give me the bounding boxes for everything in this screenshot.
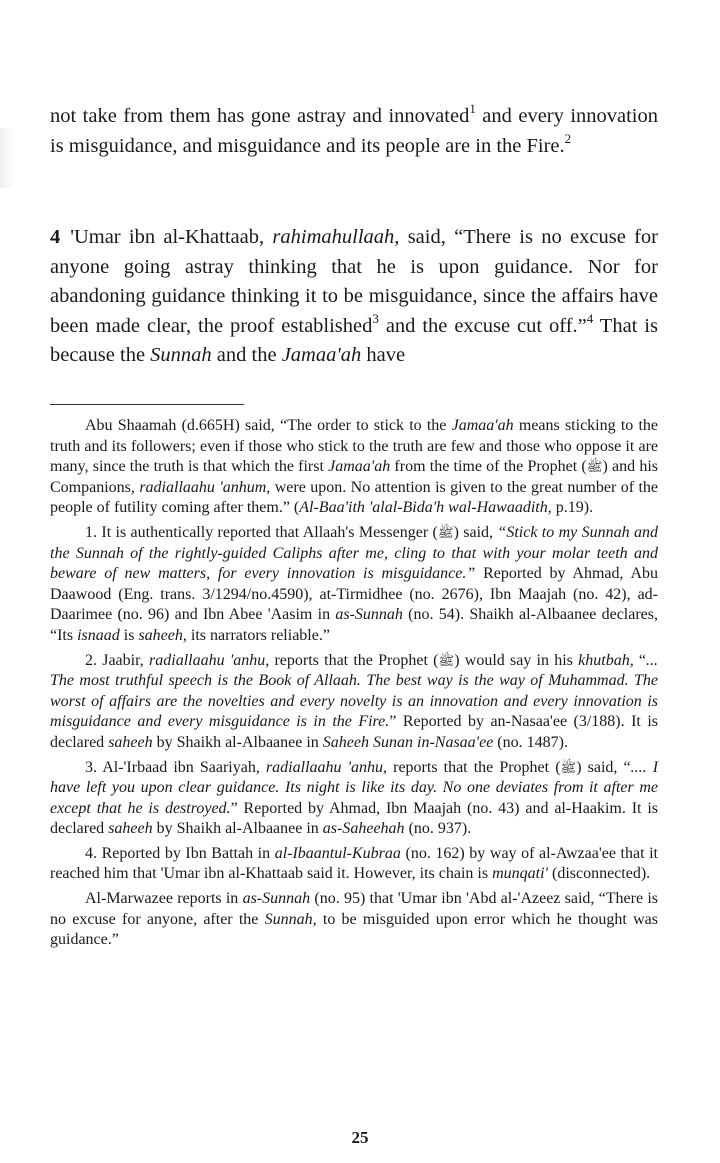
salutation-icon: ﷺ: [560, 759, 577, 775]
page-number: 25: [351, 1128, 369, 1147]
salutation-icon: ﷺ: [438, 652, 455, 668]
footnote-4: 4. Reported by Ibn Battah in al-Ibaantul-Kubraa (no. 162) by way of al-Awzaa'ee that it reached him that 'Umar ibn al-Khattaab said it. However, its chain is munqati' (disconnected).: [50, 844, 658, 883]
footnote-ref-1: 1: [469, 101, 476, 116]
body-text: 'Umar ibn al-Khattaab,: [70, 226, 273, 248]
footnote-divider: [50, 404, 244, 405]
body-text: not take from them has gone astray and innovated: [50, 105, 470, 127]
body-italic: rahimahullaah,: [272, 226, 400, 248]
salutation-icon: ﷺ: [437, 524, 454, 540]
footnote-2: 2. Jaabir, radiallaahu 'anhu, reports that the Prophet (ﷺ) would say in his khutbah, “... The most truthful speech is the Book of Allaah. The best way is the way of Muhammad. The worst of affairs are the novelties and every novelty is an innovation and every innovation is misguidance and every misguidance is in the Fire.” Reported by an-Nasaa'ee (3/188). It is declared saheeh by Shaikh al-Albaanee in Saheeh Sunan in-Nasaa'ee (no. 1487).: [50, 651, 659, 751]
body-text: and every innovation is misguidance, and misguidance and its people are in the Fire.: [50, 105, 658, 157]
body-text: and the excuse cut off.”: [378, 314, 587, 337]
footnote-ref-4: 4: [586, 310, 594, 326]
page-edge-shadow: [0, 128, 14, 188]
footnote-1: 1. It is authentically reported that Allaah's Messenger (ﷺ) said, “Stick to my Sunnah and the Sunnah of the rightly-guided Caliphs after me, cling to that with your molar teeth and beware of new matters, for every innovation is misguidance.” Reported by Ahmad, Abu Daawood (Eng. trans. 3/1294/no.4590), at-Tirmidhee (no. 2676), Ibn Maajah (no. 42), ad-Daarimee (no. 96) and Ibn Abee 'Aasim in as-Sunnah (no. 54). Shaikh al-Albaanee declares, “Its isnaad is saheeh, its narrators reliable.”: [50, 523, 658, 644]
body-text: have: [361, 344, 406, 366]
body-italic: Jamaa'ah: [281, 344, 362, 366]
footnote-ref-2: 2: [564, 130, 572, 146]
body-paragraph-2: [50, 223, 658, 371]
body-text: and the: [211, 344, 282, 366]
footnote-4-continued: Al-Marwazee reports in as-Sunnah (no. 95) that 'Umar ibn 'Abd al-'Azeez said, “There is no excuse for anyone, after the Sunnah, to be misguided upon error which he thought was guidance.”: [50, 890, 658, 949]
body-italic: Sunnah: [150, 344, 212, 366]
item-number: 4: [50, 226, 61, 248]
salutation-icon: ﷺ: [586, 459, 603, 475]
body-text: said, “There is no excuse for anyone going astray thinking that he is upon guidance. Nor for abandoning guidance thinking it to be misguidance, since the affairs have been made clear, the proof established: [50, 226, 658, 337]
footnotes: [50, 416, 658, 955]
footnote-ref-3: 3: [372, 310, 379, 326]
body-paragraph-1: [50, 102, 658, 161]
footnote-3: 3. Al-'Irbaad ibn Saariyah, radiallaahu 'anhu, reports that the Prophet (ﷺ) said, “.... I have left you upon clear guidance. Its night is like its day. No one deviates from it after me except that he is destroyed.” Reported by Ahmad, Ibn Maajah (no. 43) and al-Haakim. It is declared saheeh by Shaikh al-Albaanee in as-Saheehah (no. 937).: [50, 758, 659, 838]
footnote-intro: Abu Shaamah (d.665H) said, “The order to stick to the Jamaa'ah means sticking to the truth and its followers; even if those who stick to the truth are few and those who oppose it are many, since the truth is that which the first Jamaa'ah from the time of the Prophet (ﷺ) and his Companions, radiallaahu 'anhum, were upon. No attention is given to the great number of the people of futility coming after them.” (Al-Baa'ith 'alal-Bida'h wal-Hawaadith, p.19).: [50, 417, 659, 517]
body-text: That is because the: [50, 314, 658, 366]
